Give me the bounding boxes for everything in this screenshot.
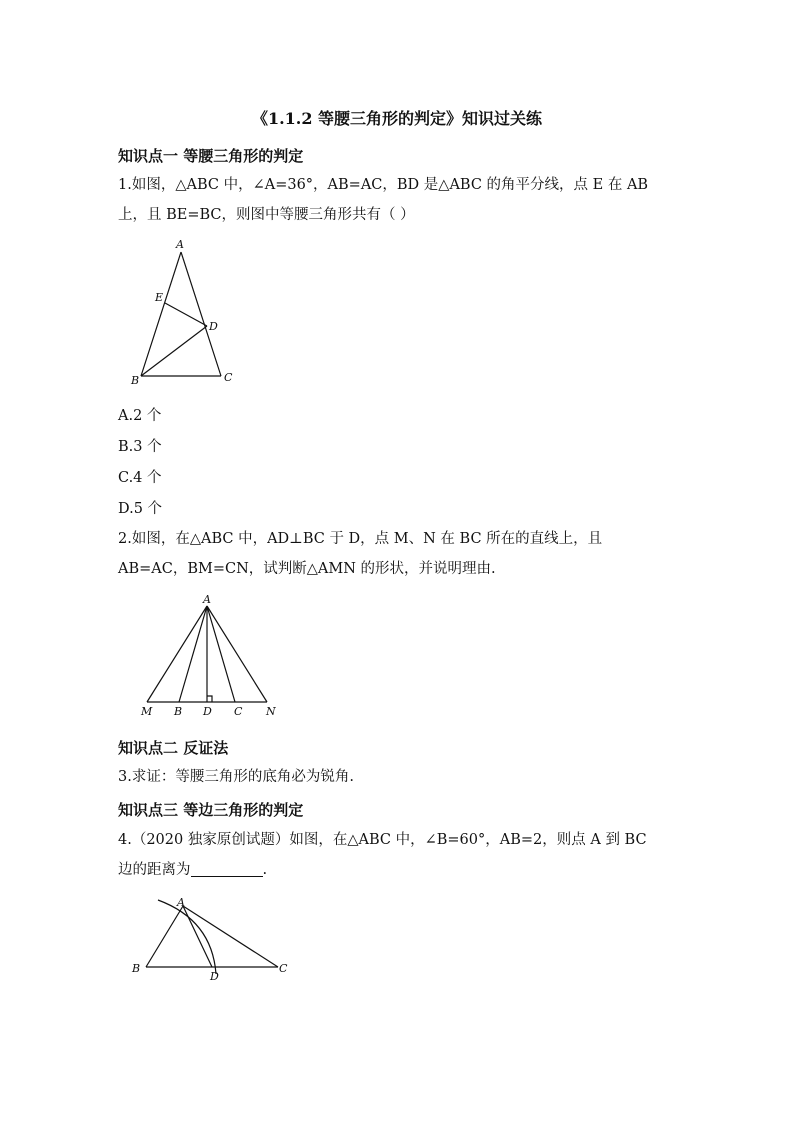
right-angle-mark <box>207 696 212 702</box>
segment-bd <box>141 326 207 376</box>
option-d: D.5 个 <box>118 501 163 517</box>
label-b: B <box>174 705 183 718</box>
label-a: A <box>176 238 184 251</box>
question-4-text <box>118 825 678 885</box>
question-1-figure <box>125 236 245 392</box>
question-4-line-2 <box>118 855 678 885</box>
question-1-line-2: 上，且 BE=BC，则图中等腰三角形共有（ ） <box>118 207 415 223</box>
question-2-line-2: AB=AC，BM=CN，试判断△AMN 的形状，并说明理由. <box>118 561 496 577</box>
label-a: A <box>177 896 185 909</box>
label-d: D <box>203 705 212 718</box>
segment-am <box>147 606 207 702</box>
segment-ac <box>207 606 235 702</box>
label-m: M <box>141 705 153 718</box>
question-4-figure <box>128 892 298 988</box>
segment-ab <box>179 606 207 702</box>
label-n: N <box>266 705 276 718</box>
label-e: E <box>155 291 164 304</box>
label-d: D <box>210 970 219 983</box>
question-4-line-2-text: 边的距离为 <box>118 862 191 878</box>
question-2-figure <box>135 592 285 720</box>
label-c: C <box>234 705 243 718</box>
label-c: C <box>279 962 288 975</box>
section-heading-3: 知识点三 等边三角形的判定 <box>118 801 304 819</box>
option-c: C.4 个 <box>118 470 162 486</box>
segment-ab <box>141 252 181 376</box>
label-d: D <box>209 320 218 333</box>
option-a: A.2 个 <box>118 408 162 424</box>
question-1-line-1: 1.如图，△ABC 中，∠A=36°，AB=AC，BD 是△ABC 的角平分线，点 E 在 AB <box>118 177 649 193</box>
answer-blank[interactable] <box>191 860 263 877</box>
section-heading-2: 知识点二 反证法 <box>118 739 229 757</box>
segment-an <box>207 606 267 702</box>
segment-ab <box>146 906 183 967</box>
segment-ac <box>181 252 221 376</box>
label-b: B <box>132 962 141 975</box>
question-4-line-1: 4.（2020 独家原创试题）如图，在△ABC 中，∠B=60°，AB=2，则点 A 到 BC <box>118 832 647 848</box>
option-b: B.3 个 <box>118 439 162 455</box>
question-2-text <box>118 524 678 584</box>
question-1-text <box>118 170 678 230</box>
page-title: 《1.1.2 等腰三角形的判定》知识过关练 <box>251 109 543 128</box>
label-b: B <box>131 374 140 387</box>
question-3-text: 3.求证：等腰三角形的底角必为锐角. <box>118 769 354 785</box>
section-heading-1: 知识点一 等腰三角形的判定 <box>118 147 304 165</box>
question-4-line-2-end: . <box>262 862 268 878</box>
label-c: C <box>224 371 233 384</box>
question-2-line-1: 2.如图，在△ABC 中，AD⊥BC 于 D，点 M、N 在 BC 所在的直线上，且 <box>118 531 603 547</box>
label-a: A <box>203 593 211 606</box>
construction-arc <box>158 900 216 974</box>
